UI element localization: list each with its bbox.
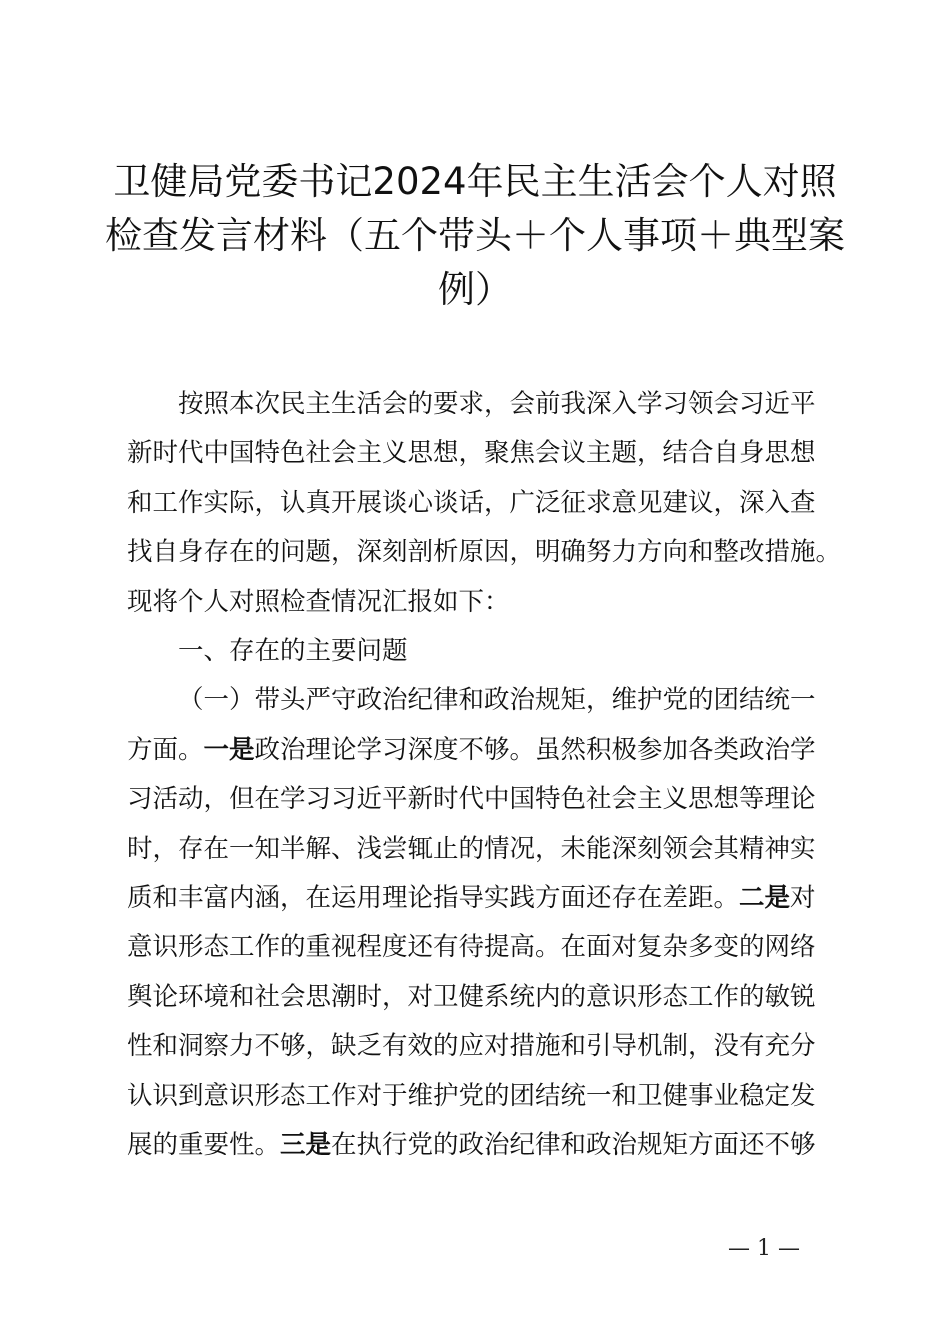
paragraph-line: 新时代中国特色社会主义思想，聚焦会议主题，结合自身思想: [127, 438, 816, 469]
title-line: 卫健局党委书记2024年民主生活会个人对照: [113, 160, 837, 203]
bold-keyword: 三是: [280, 1130, 332, 1161]
paragraph-line: 舆论环境和社会思潮时，对卫健系统内的意识形态工作的敏锐: [127, 981, 816, 1012]
paragraph-line: 和工作实际，认真开展谈心谈话，广泛征求意见建议，深入查: [127, 487, 816, 518]
text-run: 展的重要性。: [127, 1130, 281, 1161]
title-line: 检查发言材料（五个带头＋个人事项＋典型案: [105, 214, 845, 257]
paragraph-line: （一）带头严守政治纪律和政治规矩，维护党的团结统一: [178, 685, 816, 716]
paragraph-line: 现将个人对照检查情况汇报如下：: [127, 586, 510, 617]
section-heading: 一、存在的主要问题: [178, 636, 408, 667]
paragraph-line: 找自身存在的问题，深刻剖析原因，明确努力方向和整改措施。: [127, 537, 842, 568]
title-line: 例）: [438, 268, 512, 311]
page-number: — 1 —: [728, 1236, 800, 1261]
bold-keyword: 二是: [739, 883, 791, 914]
document-body: [127, 380, 842, 1171]
bold-keyword: 一是: [203, 734, 255, 765]
text-run: 质和丰富内涵，在运用理论指导实践方面还存在差距。: [127, 883, 740, 914]
paragraph-line: 意识形态工作的重视程度还有待提高。在面对复杂多变的网络: [127, 932, 816, 963]
text-run: 政治理论学习深度不够。虽然积极参加各类政治学: [254, 734, 816, 765]
paragraph-line: 性和洞察力不够，缺乏有效的应对措施和引导机制，没有充分: [127, 1031, 816, 1062]
paragraph-line: 时，存在一知半解、浅尝辄止的情况，未能深刻领会其精神实: [127, 833, 816, 864]
document-title: [100, 155, 850, 317]
paragraph-line: 按照本次民主生活会的要求，会前我深入学习领会习近平: [178, 389, 816, 419]
paragraph-line: 认识到意识形态工作对于维护党的团结统一和卫健事业稳定发: [127, 1080, 816, 1111]
paragraph-line: [127, 874, 837, 923]
paragraph-line: [127, 1121, 837, 1170]
paragraph-line: 习活动，但在学习习近平新时代中国特色社会主义思想等理论: [127, 784, 816, 815]
paragraph-line: [127, 726, 837, 775]
text-run: 在执行党的政治纪律和政治规矩方面还不够: [331, 1130, 816, 1161]
text-run: 方面。: [127, 734, 204, 765]
text-run: 对: [790, 883, 816, 914]
